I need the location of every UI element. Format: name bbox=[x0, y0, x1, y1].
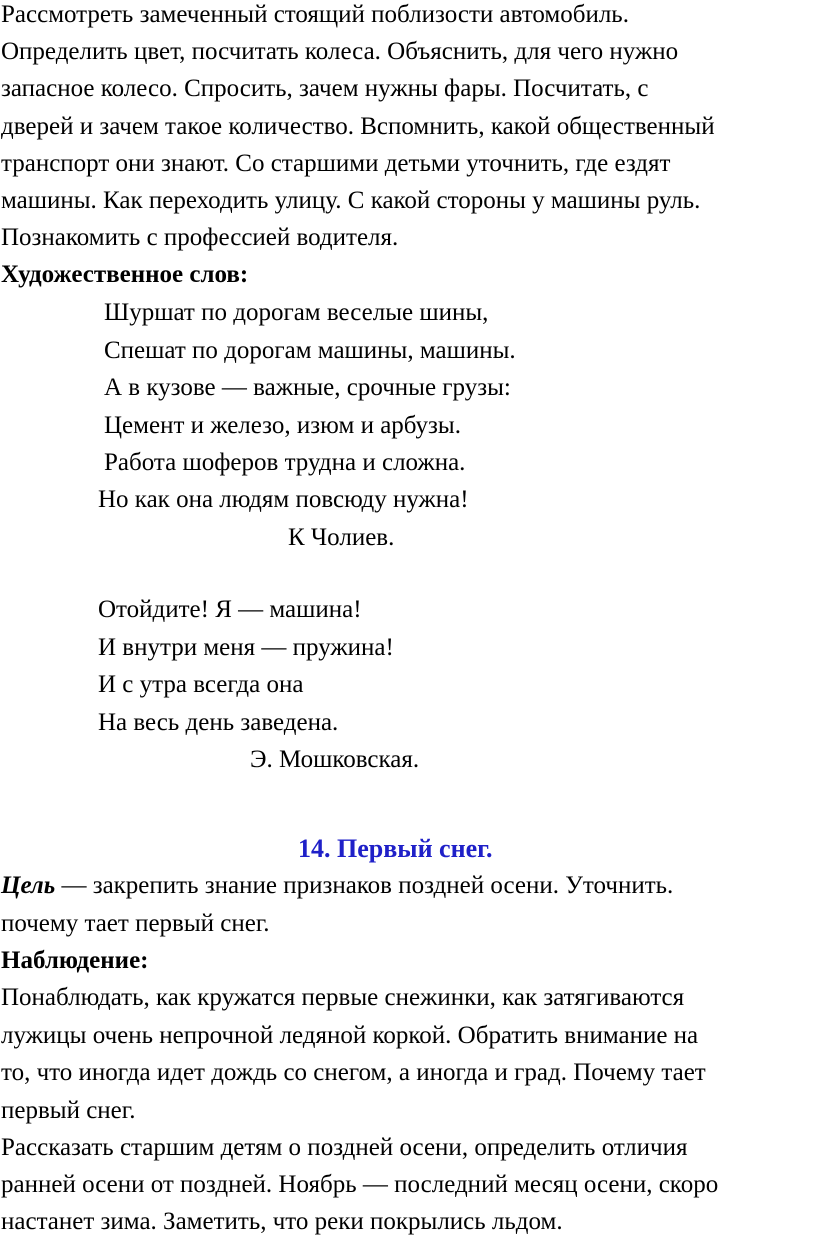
goal-line-2: почему тает первый снег. bbox=[1, 910, 270, 937]
poem-line: Работа шоферов трудна и сложна. bbox=[104, 449, 466, 476]
paragraph-line: Рассмотреть замеченный стоящий поблизости автомобиль. bbox=[1, 1, 629, 28]
paragraph-line: то, что иногда идет дождь со снегом, а иногда и град. Почему тает bbox=[1, 1059, 706, 1086]
goal-line bbox=[1, 871, 673, 901]
paragraph-line: Понаблюдать, как кружатся первые снежинки, как затягиваются bbox=[1, 984, 685, 1011]
poem-line: А в кузове — важные, срочные грузы: bbox=[104, 374, 511, 401]
goal-text: — закрепить знание признаков поздней осени. Уточнить. bbox=[55, 872, 674, 899]
poem-line: И с утра всегда она bbox=[98, 671, 304, 698]
paragraph-line: Рассказать старшим детям о поздней осени, определить отличия bbox=[1, 1134, 688, 1161]
observation-heading: Наблюдение: bbox=[1, 947, 149, 974]
section-title: 14. Первый снег. bbox=[298, 834, 493, 863]
poem-line: Отойдите! Я — машина! bbox=[98, 596, 362, 623]
paragraph-line: первый снег. bbox=[1, 1097, 136, 1124]
paragraph-line: ранней осени от поздней. Ноябрь — последний месяц осени, скоро bbox=[1, 1171, 719, 1198]
paragraph-line: дверей и зачем такое количество. Вспомнить, какой общественный bbox=[1, 113, 715, 140]
paragraph-line: машины. Как переходить улицу. С какой стороны у машины руль. bbox=[1, 187, 701, 214]
paragraph-line: настанет зима. Заметить, что реки покрылись льдом. bbox=[1, 1208, 563, 1235]
poem-line: Цемент и железо, изюм и арбузы. bbox=[104, 412, 461, 439]
poem-line: Шуршат по дорогам веселые шины, bbox=[104, 299, 489, 326]
art-word-heading: Художественное слов: bbox=[1, 261, 249, 288]
poem-author: К Чолиев. bbox=[288, 524, 395, 551]
poem-line: На весь день заведена. bbox=[98, 709, 339, 736]
poem-line: Спешат по дорогам машины, машины. bbox=[104, 337, 516, 364]
paragraph-line: лужицы очень непрочной ледяной коркой. Обратить внимание на bbox=[1, 1022, 699, 1049]
paragraph-line: транспорт они знают. Со старшими детьми уточнить, где ездят bbox=[1, 150, 671, 177]
paragraph-line: Познакомить с профессией водителя. bbox=[1, 224, 399, 251]
poem-line: Но как она людям повсюду нужна! bbox=[98, 486, 469, 513]
goal-label: Цель bbox=[1, 872, 56, 899]
poem-author: Э. Мошковская. bbox=[250, 746, 420, 773]
paragraph-line: запасное колесо. Спросить, зачем нужны фары. Посчитать, с bbox=[1, 75, 649, 102]
poem-line: И внутри меня — пружина! bbox=[98, 634, 394, 661]
paragraph-line: Определить цвет, посчитать колеса. Объяснить, для чего нужно bbox=[1, 38, 679, 65]
